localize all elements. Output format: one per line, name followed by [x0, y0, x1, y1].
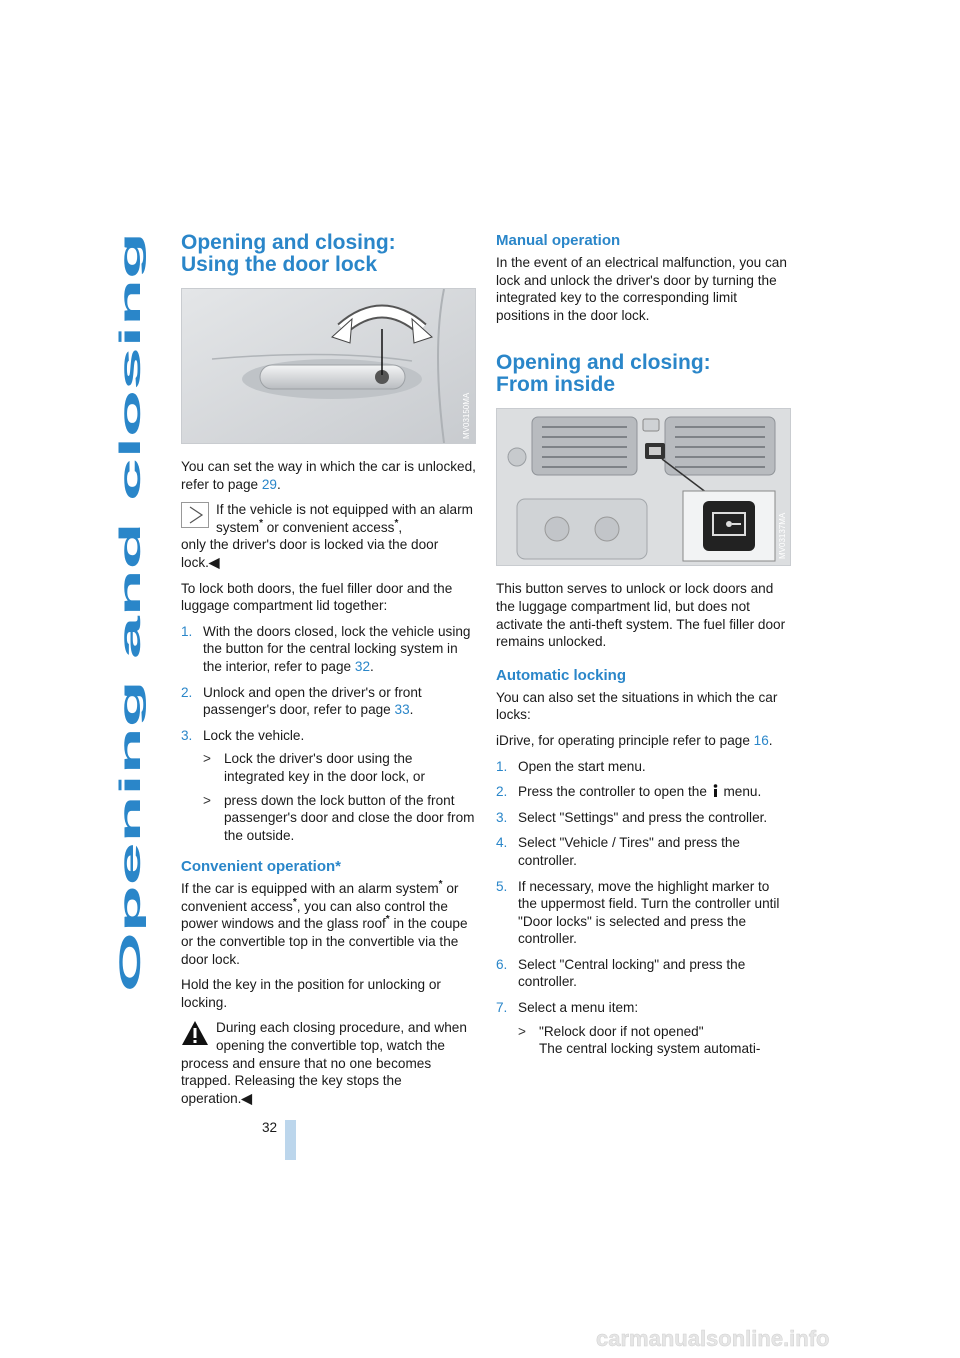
heading-automatic-locking: Automatic locking — [496, 666, 627, 684]
list-item: 1. With the doors closed, lock the vehicle using the button for the central locking system in the interior, refer to page 32. — [181, 623, 471, 674]
note-alarm-system: If the vehicle is not equipped with an alarm system* or convenient access*, only the driver's door is locked via the door lock.◀ — [181, 502, 473, 570]
side-title-text: Opening and closing — [114, 695, 147, 992]
heading-line-2: Using the door lock — [181, 253, 378, 276]
warning-note-closing: During each closing procedure, and when opening the convertible top, watch the process and ensure that no one becomes trapped. Releasing the key stops the operation.◀ — [181, 1020, 467, 1106]
list-item: 2. Press the controller to open the menu. — [496, 784, 762, 800]
heading-convenient-operation: Convenient operation* — [181, 858, 342, 876]
paragraph-manual-operation: In the event of an electrical malfunction, you can lock and unlock the driver's door by turning the integrated key to the corresponding limit positions in the door lock. — [496, 255, 787, 323]
svg-text:MV03137MA: MV03137MA — [778, 513, 787, 560]
door-handle-figure — [181, 288, 476, 444]
paragraph-hold-key: Hold the key in the position for unlocking or locking. — [181, 977, 441, 1010]
sub-list-item: > "Relock door if not opened" The central locking system automati- — [518, 1023, 761, 1057]
paragraph-lock-both-doors: To lock both doors, the fuel filler door and the luggage compartment lid together: — [181, 580, 453, 614]
door-handle-illustration — [182, 289, 475, 443]
side-title — [92, 232, 152, 992]
page-link-32[interactable]: 32 — [354, 658, 371, 674]
paragraph-idrive: iDrive, for operating principle refer to page 16. — [496, 732, 773, 748]
section-heading-door-lock — [181, 232, 476, 276]
menu-item-substeps — [518, 1023, 791, 1058]
paragraph-unlock-setting: You can set the way in which the car is unlocked, refer to page 29. — [181, 459, 476, 492]
list-item: 3. Select "Settings" and press the controller. — [496, 809, 768, 825]
paragraph-automatic-locking: You can also set the situations in which the car locks: — [496, 689, 778, 723]
sub-list-item: > Lock the driver's door using the integrated key in the door lock, or — [203, 751, 425, 784]
heading-line-2: From inside — [496, 373, 616, 397]
footer-watermark — [596, 1326, 946, 1352]
info-icon — [711, 784, 720, 797]
list-item: 1. Open the start menu. — [496, 758, 646, 774]
paragraph-button-function: This button serves to unlock or lock doors and the luggage compartment lid, but does not activate the anti-theft system. The fuel filler door remains unlocked. — [496, 581, 786, 650]
central-locking-button-figure — [496, 408, 791, 566]
heading-line-1: Opening and closing: — [181, 231, 396, 254]
list-item: 2. Unlock and open the driver's or front passenger's door, refer to page 33. — [181, 684, 422, 718]
section-heading-from-inside — [496, 352, 791, 396]
warning-icon — [181, 1020, 209, 1046]
svg-text:MV03150MA: MV03150MA — [462, 392, 471, 439]
left-column — [181, 232, 476, 1115]
page-link-29[interactable]: 29 — [261, 476, 277, 492]
page-number: 32 — [262, 1120, 278, 1135]
svg-text:carmanualsonline.info: carmanualsonline.info — [596, 1326, 830, 1351]
list-item: 5. If necessary, move the highlight marker to the uppermost field. Turn the controller until "Door locks" is selected and press the controller. — [496, 878, 780, 947]
paragraph-convenient-operation: If the car is equipped with an alarm system* or convenient access*, you can also control the power windows and the glass roof* in the coupe or the convertible top in the convertible via the door lock. — [181, 879, 468, 967]
central-locking-illustration — [497, 409, 790, 565]
list-item: 6. Select "Central locking" and press the controller. — [496, 956, 746, 990]
lock-substeps — [203, 750, 476, 844]
right-column — [496, 232, 791, 1066]
page-tab-bar — [285, 1120, 296, 1160]
heading-manual-operation: Manual operation — [496, 232, 621, 249]
list-item: 7. Select a menu item: > "Relock door if not opened" The central locking system automati- — [496, 999, 791, 1058]
note-arrow-icon — [181, 502, 209, 528]
heading-line-1: Opening and closing: — [496, 351, 711, 375]
page-link-16[interactable]: 16 — [753, 732, 769, 748]
list-item: 3. Lock the vehicle. > Lock the driver's door using the integrated key in the door lock, or > press down the lock button of the front passenger's door and close the door from the outside. — [181, 727, 475, 843]
lock-steps-list — [181, 623, 476, 845]
list-item: 4. Select "Vehicle / Tires" and press the controller. — [496, 835, 740, 868]
sub-list-item: > press down the lock button of the front passenger's door and close the door from the outside. — [203, 792, 475, 843]
automatic-locking-steps — [496, 758, 791, 1058]
page-link-33[interactable]: 33 — [394, 702, 410, 718]
